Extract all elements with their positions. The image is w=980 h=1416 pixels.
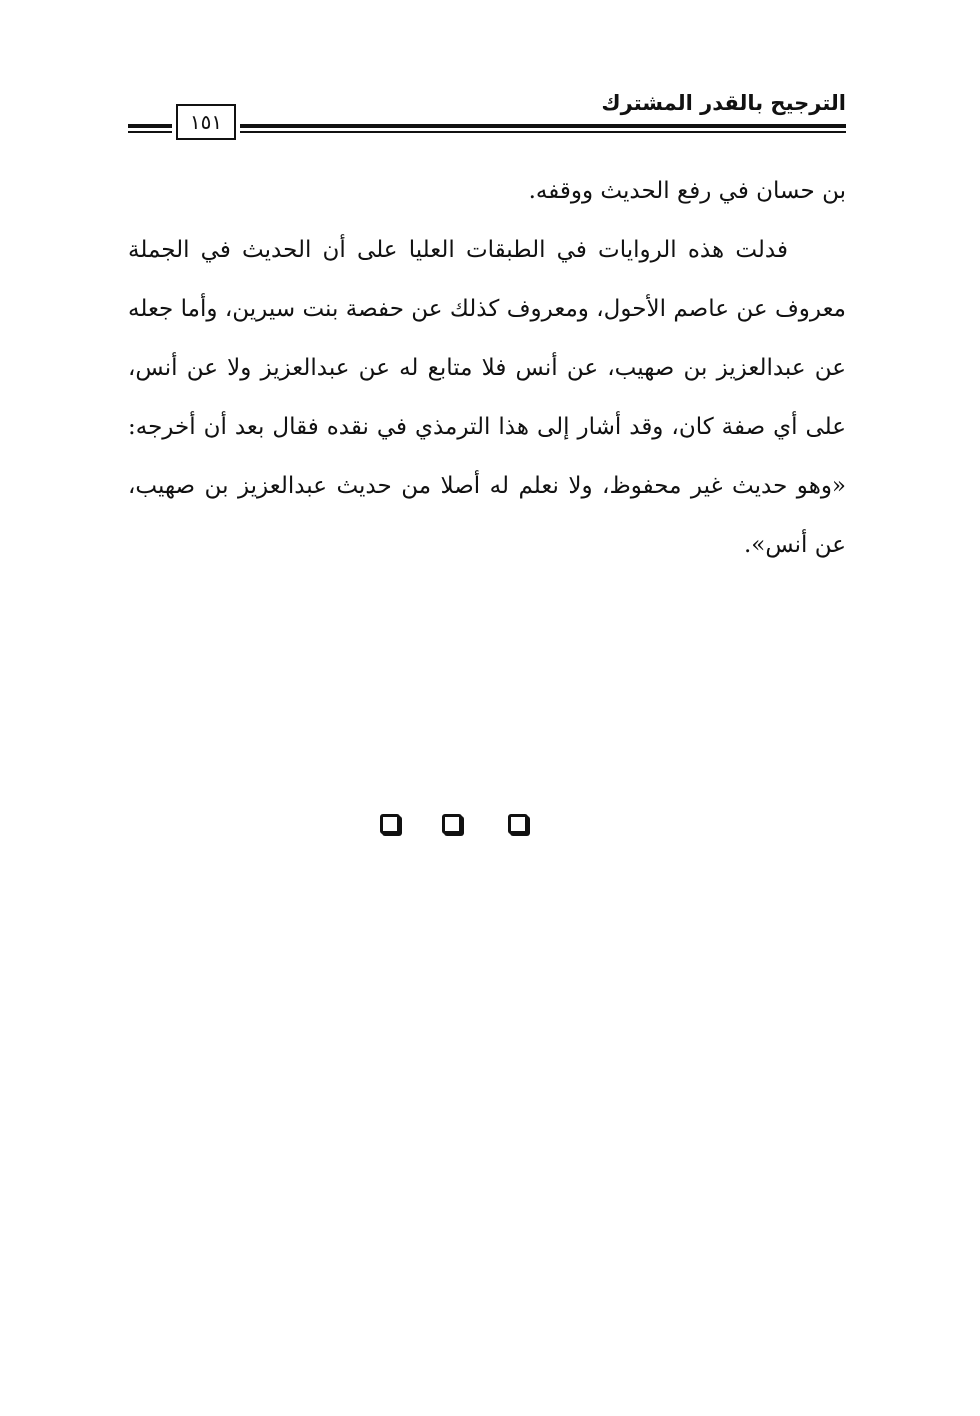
page-number: ١٥١ xyxy=(176,104,236,140)
body-text xyxy=(128,162,846,575)
header-rule-thin xyxy=(240,131,846,133)
square-ornament-icon xyxy=(508,814,528,834)
paragraph-main: فدلت هذه الروايات في الطبقات العليا على أن الحديث في الجملة معروف عن عاصم الأحول، ومعروف كذلك عن حفصة بنت سيرين، وأما جعله عن عبدالعزيز بن صهيب، عن أنس فلا متابع له عن عبدالعزيز ولا عن أنس، على أي صفة كان، وقد أشار إلى هذا الترمذي في نقده فقال بعد أن أخرجه: «وهو حديث غير محفوظ، ولا نعلم له أصلا من حديث عبدالعزيز بن صهيب، عن أنس». xyxy=(128,237,846,558)
running-title: الترجيح بالقدر المشترك xyxy=(601,91,846,115)
page-header xyxy=(128,88,846,144)
header-rule-thick xyxy=(240,124,846,128)
header-rule-left-thick xyxy=(128,124,172,128)
square-ornament-icon xyxy=(442,814,462,834)
section-separator xyxy=(378,814,538,838)
header-rule-left-thin xyxy=(128,131,172,133)
paragraph-continuation: بن حسان في رفع الحديث ووقفه. xyxy=(528,178,846,204)
square-ornament-icon xyxy=(380,814,400,834)
